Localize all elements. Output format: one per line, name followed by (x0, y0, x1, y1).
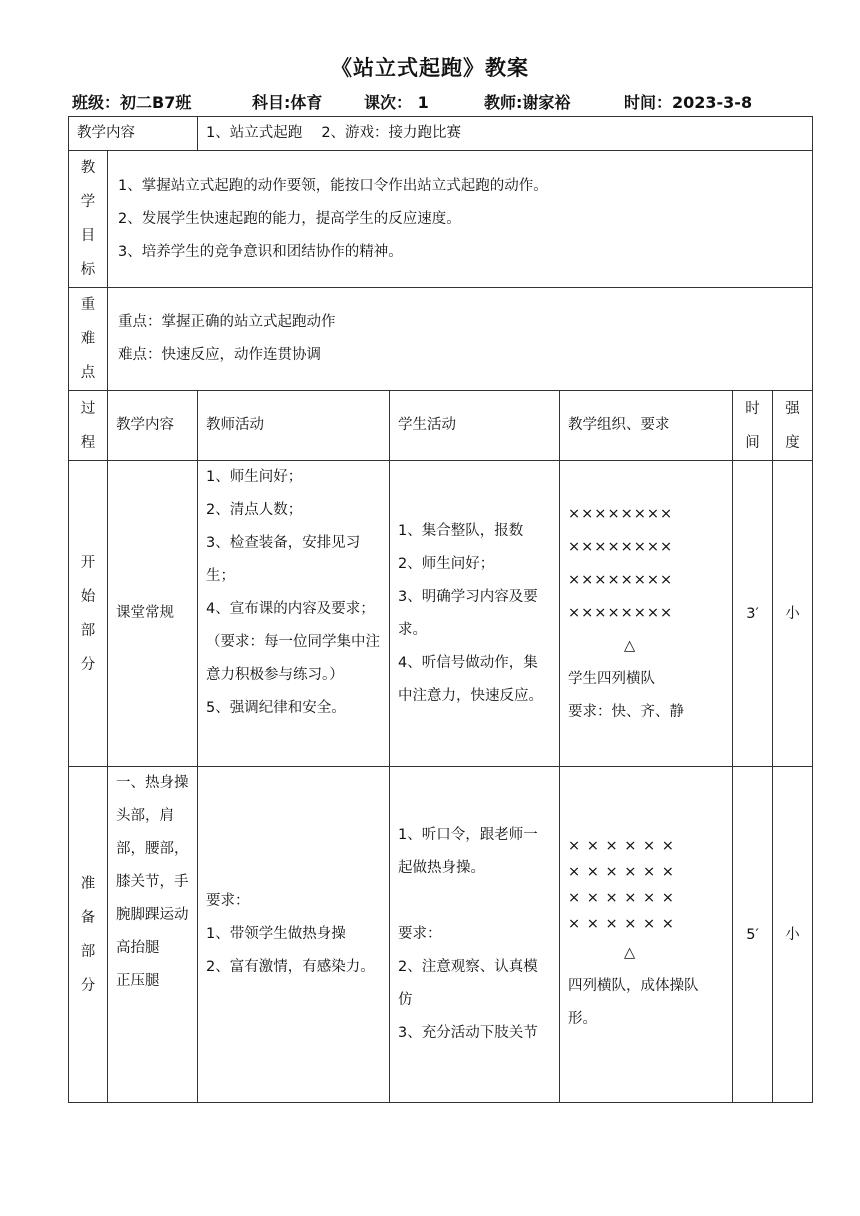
activity-item: 4、宣布课的内容及要求；（要求：每一位同学集中注意力积极参与练习。） (206, 601, 380, 683)
goals-row (69, 151, 813, 288)
header-row (69, 391, 813, 461)
activity-item: 要求： (398, 926, 442, 942)
activity-item: 2、注意观察、认真模仿 (398, 959, 538, 1008)
activity-item: 要求： (206, 893, 250, 909)
header-time: 时 间 (733, 391, 773, 461)
activity-item: 4、听信号做动作，集中注意力，快速反应。 (398, 654, 543, 704)
key-point: 重点：掌握正确的站立式起跑动作 (118, 314, 336, 330)
org-note: 四列横队，成体操队形。 (568, 978, 699, 1027)
activity-item: 1、集合整队，报数 (398, 522, 524, 539)
formation-row: × × × × × × (568, 838, 675, 854)
teacher-position-icon: △ (624, 945, 636, 961)
student-activity (390, 767, 560, 1103)
section-row (69, 461, 813, 767)
content-item: 正压腿 (116, 973, 160, 989)
formation-row: ×××××××× (568, 539, 674, 555)
time-value: 3′ (733, 461, 773, 767)
activity-item: 1、听口令，跟老师一起做热身操。 (398, 827, 538, 876)
keypoints-list (108, 288, 813, 391)
content-label: 教学内容 (69, 117, 198, 151)
activity-item: 5、强调纪律和安全。 (206, 700, 346, 716)
activity-item: 3、充分活动下肢关节 (398, 1025, 538, 1041)
org-note: 要求：快、齐、静 (568, 704, 684, 720)
keypoints-label: 重 难 点 (69, 288, 108, 391)
time-value: 5′ (733, 767, 773, 1103)
activity-item: 2、师生问好； (398, 555, 495, 572)
teacher-activity (198, 767, 390, 1103)
lesson-plan-table (68, 116, 813, 1103)
teacher-position-icon: △ (624, 638, 636, 654)
intensity-value: 小 (773, 461, 813, 767)
formation-row: ×××××××× (568, 506, 674, 522)
class-info: 班级：初二B7班 (72, 93, 192, 112)
content-value: 1、站立式起跑 2、游戏：接力跑比赛 (198, 117, 813, 151)
activity-item: 1、师生问好； (206, 469, 303, 485)
section-label: 准 备 部 分 (69, 767, 108, 1103)
formation-row: × × × × × × (568, 890, 675, 906)
activity-item (398, 885, 551, 918)
goal-item: 1、掌握站立式起跑的动作要领，能按口令作出站立式起跑的动作。 (118, 177, 548, 194)
student-activity (390, 461, 560, 767)
header-teacher: 教师活动 (198, 391, 390, 461)
header-student: 学生活动 (390, 391, 560, 461)
header-process: 过 程 (69, 391, 108, 461)
header-content: 教学内容 (108, 391, 198, 461)
page-title: 《站立式起跑》教案 (331, 56, 529, 80)
activity-item: 1、带领学生做热身操 (206, 926, 346, 942)
activity-item: 2、清点人数； (206, 502, 303, 518)
formation-row: ×××××××× (568, 605, 674, 621)
header-intensity: 强 度 (773, 391, 813, 461)
content-row (69, 117, 813, 151)
activity-item: 3、检查装备，安排见习生； (206, 535, 361, 584)
header-org: 教学组织、要求 (560, 391, 733, 461)
formation-row: × × × × × × (568, 864, 675, 880)
section-content (108, 767, 198, 1103)
lesson-meta (72, 90, 832, 113)
content-item: 一、热身操 (116, 775, 189, 791)
teacher-info: 教师:谢家裕 (484, 93, 571, 112)
teacher-activity (198, 461, 390, 767)
goals-list (108, 151, 813, 288)
content-item: 课堂常规 (116, 605, 174, 621)
content-item: 高抬腿 (116, 940, 160, 956)
goal-item: 2、发展学生快速起跑的能力，提高学生的反应速度。 (118, 210, 461, 227)
activity-item: 3、明确学习内容及要求。 (398, 588, 538, 638)
difficult-point: 难点：快速反应，动作连贯协调 (118, 347, 321, 363)
formation-row: ×××××××× (568, 572, 674, 588)
section-row (69, 767, 813, 1103)
section-label: 开 始 部 分 (69, 461, 108, 767)
content-item: 头部，肩部，腰部，膝关节，手腕脚踝运动 (116, 808, 189, 923)
org-note: 学生四列横队 (568, 671, 655, 687)
activity-item: 2、富有激情，有感染力。 (206, 959, 375, 975)
date-info: 时间：2023-3-8 (624, 93, 753, 112)
intensity-value: 小 (773, 767, 813, 1103)
keypoints-row (69, 288, 813, 391)
formation-row: × × × × × × (568, 916, 675, 932)
subject-info: 科目:体育 (252, 93, 323, 112)
goals-label: 教 学 目 标 (69, 151, 108, 288)
goal-item: 3、培养学生的竞争意识和团结协作的精神。 (118, 243, 403, 260)
section-content (108, 461, 198, 767)
lesson-info: 课次： 1 (364, 93, 429, 112)
organization (560, 461, 733, 767)
organization (560, 767, 733, 1103)
